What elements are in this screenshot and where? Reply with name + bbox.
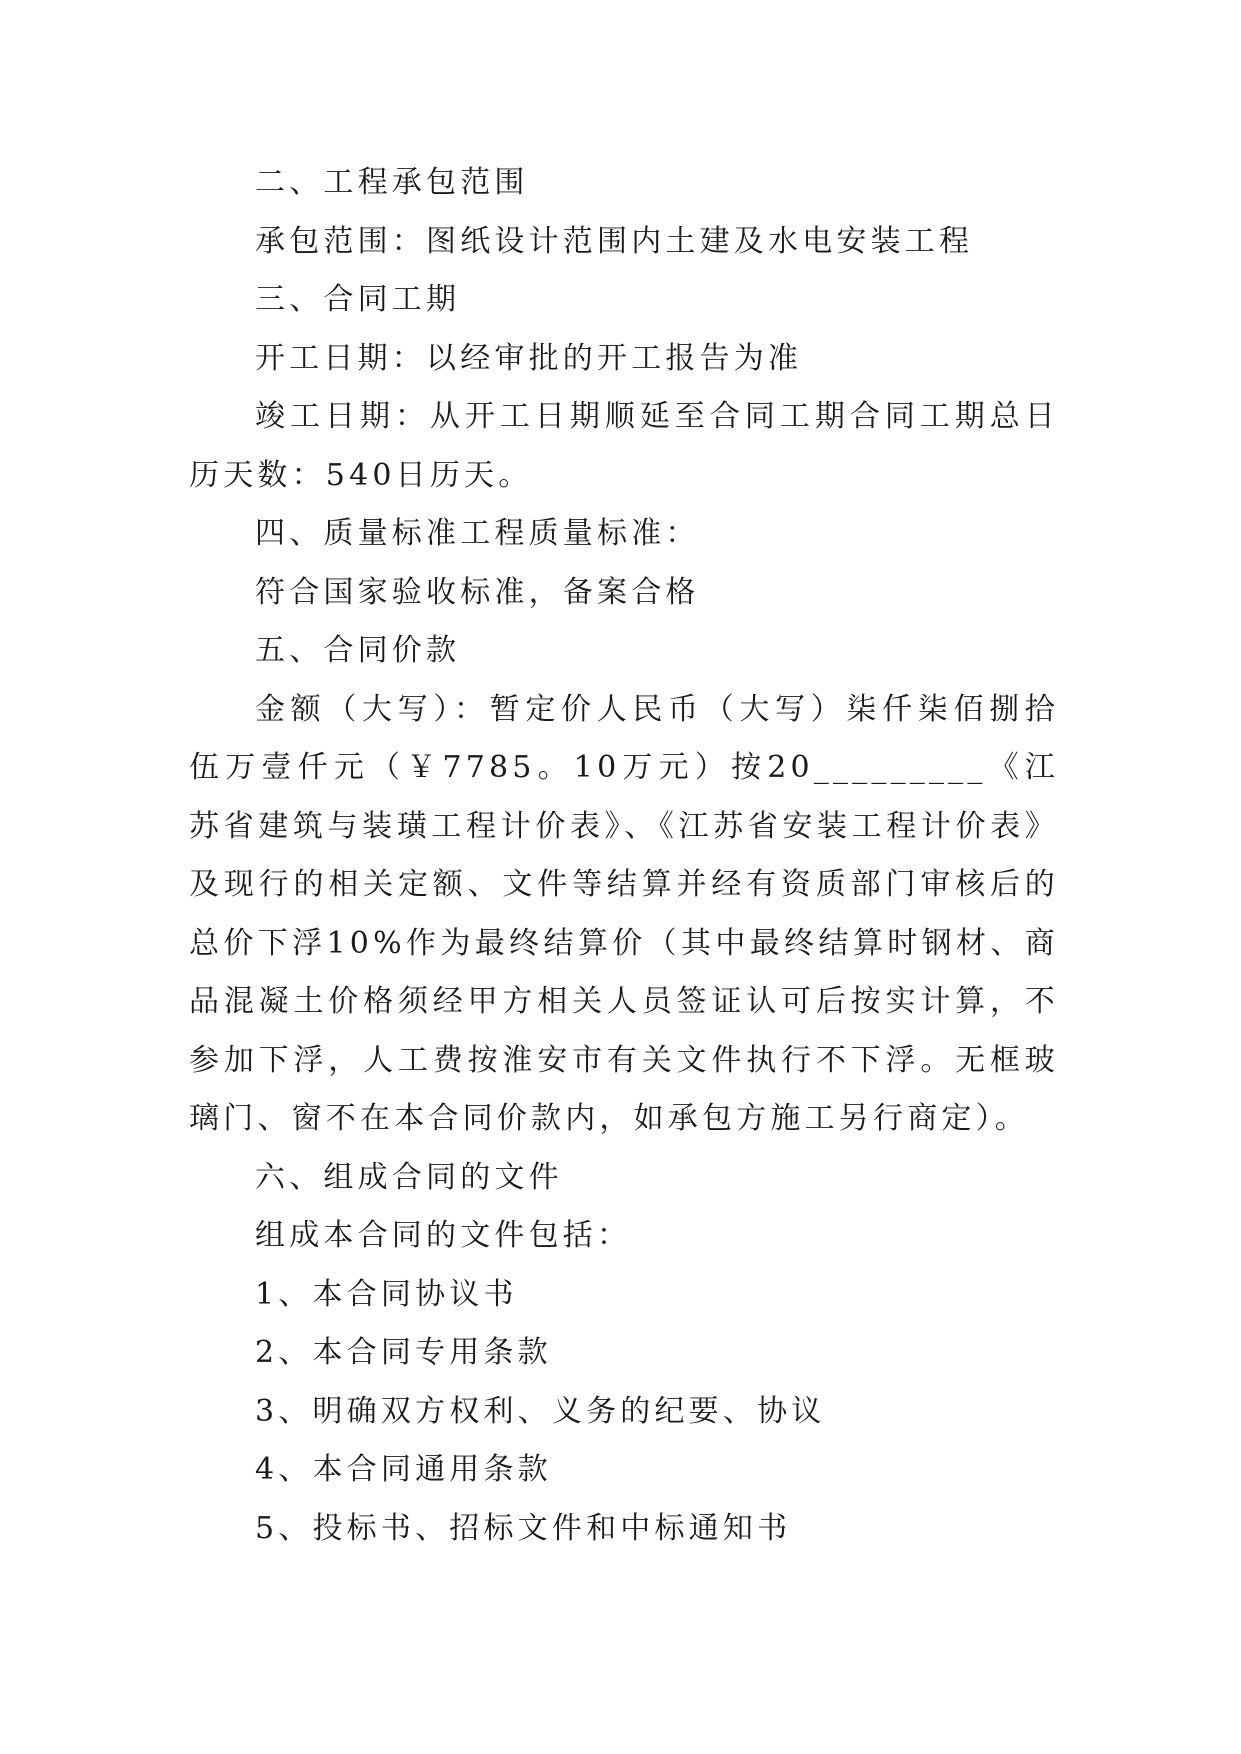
- list-item: 5、投标书、招标文件和中标通知书: [255, 1510, 792, 1546]
- list-item: 1、本合同协议书: [255, 1276, 518, 1312]
- paragraph-start-date: 开工日期：以经审批的开工报告为准: [255, 340, 803, 376]
- paragraph-completion-date: 竣工日期：从开工日期顺延至合同工期合同工期总日历天数：540日历天。: [189, 399, 1059, 493]
- list-item: 3、明确双方权利、义务的纪要、协议: [255, 1393, 826, 1429]
- paragraph-documents-intro: 组成本合同的文件包括：: [255, 1218, 632, 1253]
- section-heading-scope: 二、工程承包范围: [255, 165, 529, 200]
- paragraph-scope: 承包范围：图纸设计范围内土建及水电安装工程: [255, 223, 974, 259]
- list-item: 4、本合同通用条款: [255, 1452, 552, 1487]
- section-heading-quality: 四、质量标准工程质量标准：: [255, 516, 700, 551]
- paragraph-price: 金额（大写）：暂定价人民币（大写）柒仟柒佰捌拾伍万壹仟元（￥7785。10万元）按20_________《江苏省建筑与装璜工程计价表》、《江苏省安装工程计价表》及现行的相关定额、文件等结算并经有资质部门审核后的总价下浮10%作为最终结算价（其中最终结算时钢材、商品混凝土价格须经甲方相关人员签证认可后按实计算，不参加下浮，人工费按淮安市有关文件执行不下浮。无框玻璃门、窗不在本合同价款内，如承包方施工另行商定）。: [189, 691, 1059, 1136]
- section-heading-documents: 六、组成合同的文件: [255, 1159, 563, 1195]
- document-body: [189, 154, 1059, 1558]
- paragraph-quality: 符合国家验收标准，备案合格: [255, 574, 700, 610]
- list-item: 2、本合同专用条款: [255, 1335, 552, 1370]
- section-heading-price: 五、合同价款: [255, 633, 461, 668]
- section-heading-duration: 三、合同工期: [255, 282, 461, 317]
